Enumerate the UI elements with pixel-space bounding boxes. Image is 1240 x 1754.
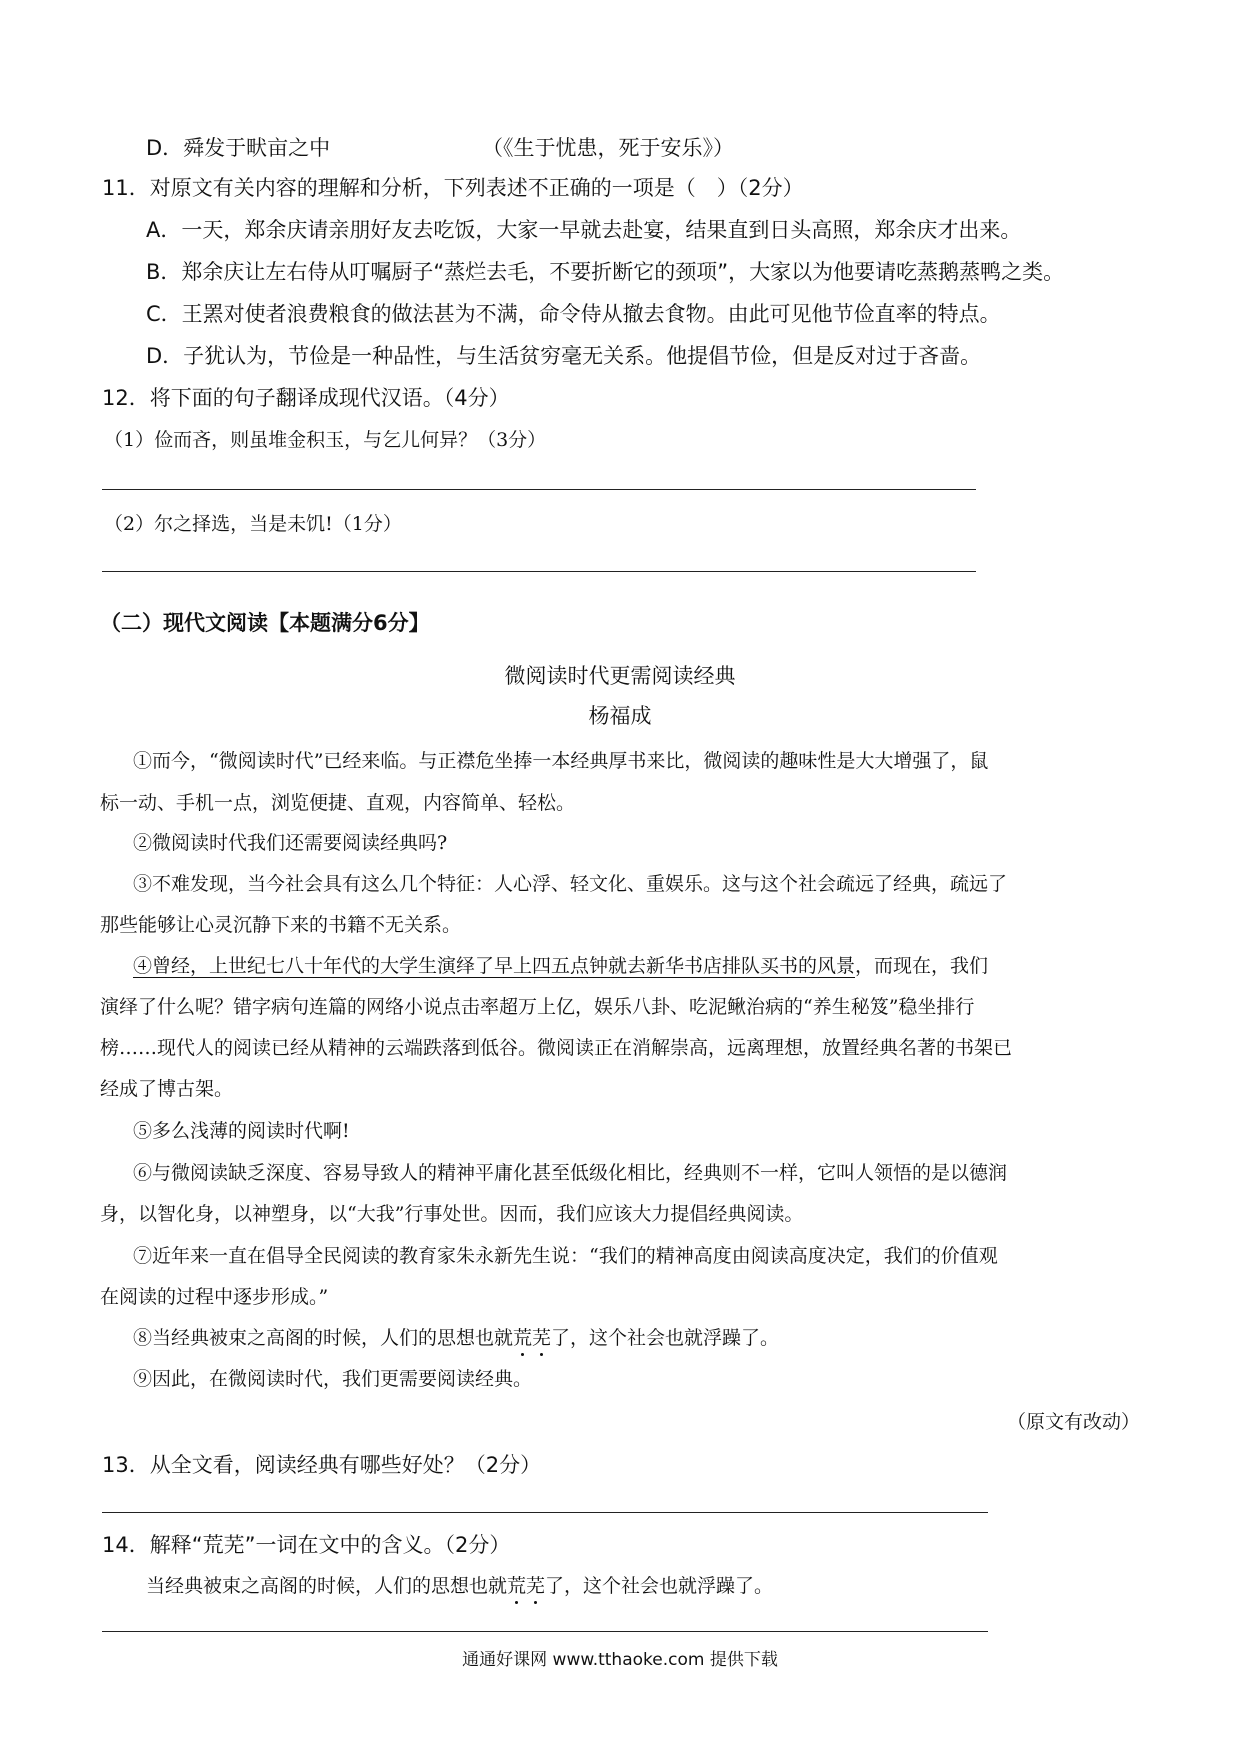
paragraph-4-line-4: 经成了博古架。 (100, 1078, 234, 1100)
answer-line (102, 1512, 988, 1513)
q10-option-d: D．舜发于畎亩之中 (146, 136, 331, 160)
paragraph-4-line-1-rest: ，而现在，我们 (855, 955, 989, 977)
page-footer: 通通好课网 www.tthaoke.com 提供下载 (462, 1650, 778, 1670)
q11-option-d: D．子犹认为，节俭是一种品性，与生活贫穷毫无关系。他提倡节俭，但是反对过于吝啬。 (146, 344, 982, 368)
paragraph-9: ⑨因此，在微阅读时代，我们更需要阅读经典。 (133, 1368, 533, 1390)
emphasis-char: 芜 (532, 1327, 552, 1349)
q11-option-b: B．郑余庆让左右侍从叮嘱厨子“蒸烂去毛，不要折断它的颈项”，大家以为他要请吃蒸鹅蒸鸭之类。 (146, 260, 1065, 284)
answer-line (102, 489, 976, 490)
answer-line (102, 1631, 988, 1632)
section-heading: （二）现代文阅读【本题满分6分】 (100, 611, 430, 635)
paragraph-3-line-2: 那些能够让心灵沉静下来的书籍不无关系。 (100, 914, 462, 936)
paragraph-1-line-1: ①而今，“微阅读时代”已经来临。与正襟危坐捧一本经典厚书来比，微阅读的趣味性是大大增强了，鼠 (133, 750, 989, 772)
paragraph-1-line-2: 标一动、手机一点，浏览便捷、直观，内容简单、轻松。 (100, 792, 576, 814)
article-author: 杨福成 (588, 704, 652, 728)
emphasis-char: 荒 (507, 1575, 527, 1597)
source-note: （原文有改动） (1006, 1411, 1140, 1433)
q12-stem: 12．将下面的句子翻译成现代汉语。（4分） (102, 386, 510, 410)
paragraph-4-line-3: 榜……现代人的阅读已经从精神的云端跌落到低谷。微阅读正在消解崇高，远离理想，放置经典名著的书架已 (100, 1037, 1013, 1059)
paragraph-8 (133, 1323, 779, 1350)
q11-option-a: A．一天，郑余庆请亲朋好友去吃饭，大家一早就去赴宴，结果直到日头高照，郑余庆才出来。 (146, 218, 1022, 242)
underlined-sentence: ④曾经，上世纪七八十年代的大学生演绎了早上四五点钟就去新华书店排队买书的风景 (133, 955, 856, 977)
emphasis-char: 荒 (513, 1327, 533, 1349)
paragraph-7-line-1: ⑦近年来一直在倡导全民阅读的教育家朱永新先生说：“我们的精神高度由阅读高度决定，我们的价值观 (133, 1245, 998, 1267)
q12-item1: （1）俭而吝，则虽堆金积玉，与乞儿何异？（3分） (104, 429, 547, 451)
article-title: 微阅读时代更需阅读经典 (504, 664, 736, 688)
paragraph-4-line-2: 演绎了什么呢？错字病句连篇的网络小说点击率超万上亿，娱乐八卦、吃泥鳅治病的“养生秘笈”稳坐排行 (100, 996, 975, 1018)
paragraph-8-pre: ⑧当经典被束之高阁的时候，人们的思想也就 (133, 1327, 514, 1349)
paragraph-8-post: 了，这个社会也就浮躁了。 (551, 1327, 780, 1349)
answer-line (102, 571, 976, 572)
paragraph-6-line-2: 身，以智化身，以神塑身，以“大我”行事处世。因而，我们应该大力提倡经典阅读。 (100, 1203, 804, 1225)
paragraph-3-line-1: ③不难发现，当今社会具有这么几个特征：人心浮、轻文化、重娱乐。这与这个社会疏远了经典，疏远了 (133, 873, 1008, 895)
q14-quote (146, 1571, 773, 1598)
q11-option-c: C．王罴对使者浪费粮食的做法甚为不满，命令侍从撤去食物。由此可见他节俭直率的特点。 (146, 302, 1001, 326)
paragraph-2: ②微阅读时代我们还需要阅读经典吗? (133, 832, 448, 854)
q11-stem: 11．对原文有关内容的理解和分析，下列表述不正确的一项是（ ）（2分） (102, 176, 804, 200)
q14-stem: 14．解释“荒芜”一词在文中的含义。（2分） (102, 1533, 511, 1557)
emphasis-char: 芜 (526, 1575, 546, 1597)
q12-item2: （2）尔之择选，当是未饥!（1分） (104, 513, 402, 535)
paragraph-5: ⑤多么浅薄的阅读时代啊! (133, 1120, 350, 1142)
q14-quote-pre: 当经典被束之高阁的时候，人们的思想也就 (146, 1575, 508, 1597)
paragraph-4-line-1 (133, 951, 988, 978)
paragraph-7-line-2: 在阅读的过程中逐步形成。” (100, 1286, 329, 1308)
paragraph-6-line-1: ⑥与微阅读缺乏深度、容易导致人的精神平庸化甚至低级化相比，经典则不一样，它叫人领悟的是以德润 (133, 1162, 1008, 1184)
q14-quote-post: 了，这个社会也就浮躁了。 (545, 1575, 774, 1597)
q10-source: （《生于忧患，死于安乐》） (482, 136, 734, 160)
q13-stem: 13．从全文看，阅读经典有哪些好处？（2分） (102, 1453, 542, 1477)
